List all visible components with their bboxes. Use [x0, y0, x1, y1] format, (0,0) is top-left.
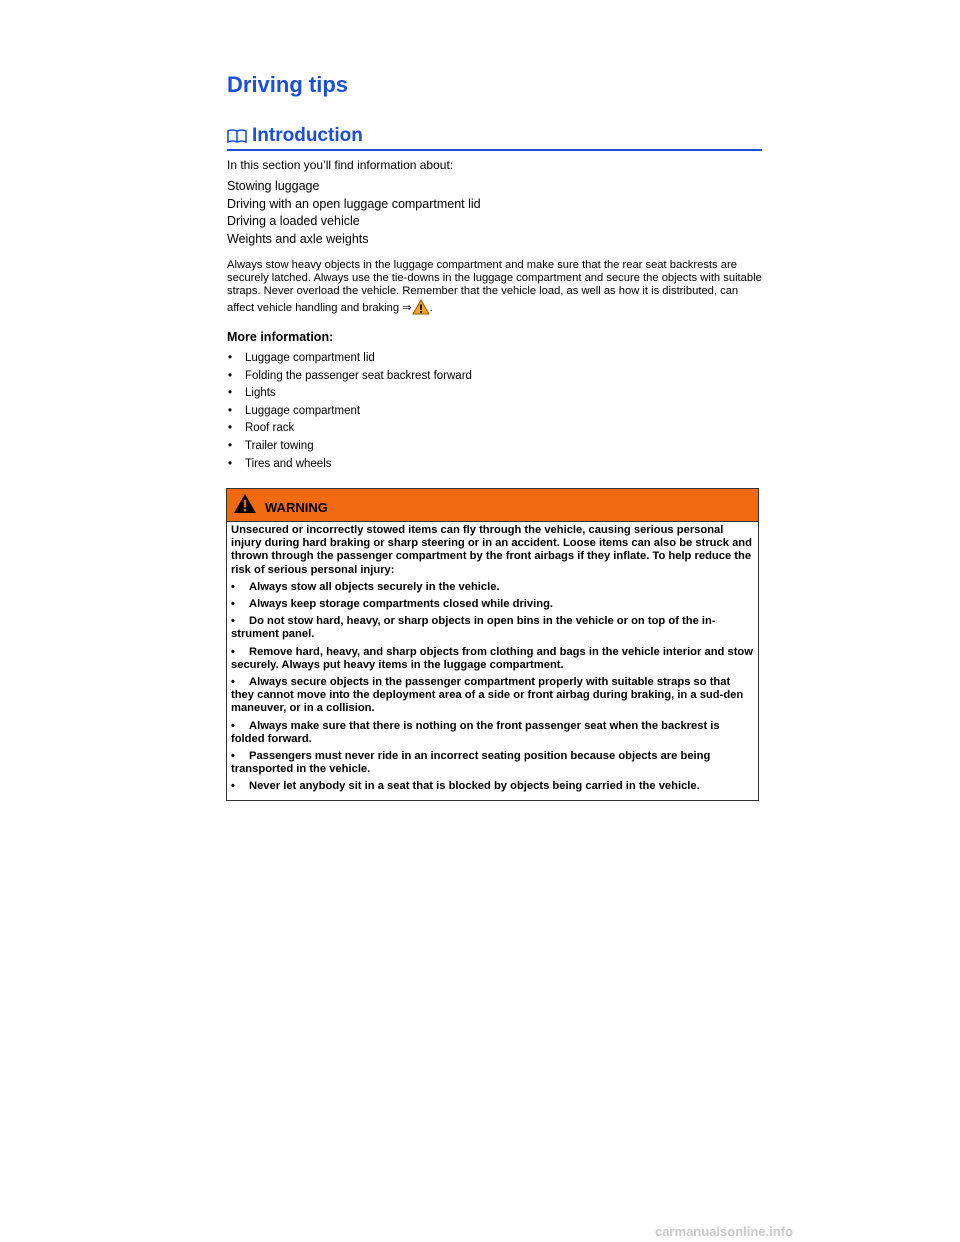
- section-title: Introduction: [252, 125, 363, 146]
- more-info-label: Roof rack: [245, 422, 295, 435]
- warning-header: [227, 489, 758, 522]
- warning-item: [231, 646, 755, 672]
- bullet: •: [228, 457, 233, 470]
- body-paragraph-end: .: [429, 301, 433, 314]
- topic-item: Weights and axle weights: [227, 231, 369, 246]
- bullet: •: [228, 352, 233, 364]
- warning-title: WARNING: [265, 499, 328, 515]
- bullet: •: [231, 676, 235, 689]
- warning-item: [231, 676, 755, 716]
- more-info-heading: More information:: [227, 330, 334, 344]
- more-info-item[interactable]: [228, 385, 472, 403]
- more-info-item[interactable]: [228, 350, 472, 368]
- page-title: Driving tips: [227, 72, 349, 97]
- warning-item: [231, 750, 755, 776]
- bullet: •: [228, 404, 233, 417]
- warning-list: [231, 581, 755, 794]
- warning-item: [231, 720, 755, 746]
- warning-item-text: Remove hard, heavy, and sharp objects from clothing and bags in the vehicle interior and stow securely. Always put heavy items in the luggage compartment.: [231, 645, 753, 671]
- warning-item-text: Passengers must never ride in an incorrect seating position because objects are being transported in the vehicle.: [231, 750, 711, 776]
- more-info-item[interactable]: [228, 438, 472, 456]
- body-paragraph: [227, 259, 762, 315]
- intro-text: In this section you’ll find information about:: [227, 158, 454, 172]
- topic-item: Driving a loaded vehicle: [227, 214, 360, 228]
- bullet: •: [231, 598, 235, 611]
- warning-item-text: Never let anybody sit in a seat that is blocked by objects being carried in the vehicle.: [249, 780, 700, 793]
- warning-box: [226, 488, 759, 801]
- warning-item: [231, 780, 755, 793]
- warning-item-text: Always stow all objects securely in the vehicle.: [249, 580, 500, 593]
- more-info-label: Tires and wheels: [245, 457, 332, 470]
- warning-item-text: Always secure objects in the passenger compartment properly with suitable straps so that they cannot move into the deployment area of a side or front airbag during braking, in a sud-den maneuver, or in a collision.: [231, 676, 744, 715]
- body-paragraph-text: Always stow heavy objects in the luggage compartment and make sure that the rear seat backrests are securely latched. Always use the tie-downs in the luggage compartment and secure the objects with suitable straps. Never overload the vehicle. Remember that the vehicle load, as well as how it is distributed, can affect vehicle handling and braking: [227, 259, 762, 314]
- warning-body: [227, 522, 758, 800]
- bullet: •: [228, 387, 233, 400]
- section-heading: [227, 125, 762, 151]
- more-info-label: Lights: [245, 387, 276, 400]
- warning-item-text: Always keep storage compartments closed while driving.: [249, 598, 554, 611]
- warning-intro: Unsecured or incorrectly stowed items can fly through the vehicle, causing serious personal injury during hard braking or sharp steering or in an accident. Loose items can also be struck and thrown through the passenger compartment by the front airbags if they inflate. To help reduce the risk of serious personal injury:: [231, 524, 752, 576]
- warning-item-text: Always make sure that there is nothing on the front passenger seat when the backrest is folded forward.: [231, 719, 720, 745]
- more-info-label: Trailer towing: [245, 439, 314, 452]
- topic-item: Driving with an open luggage compartment lid: [227, 196, 481, 211]
- bullet: •: [231, 580, 235, 593]
- warning-triangle-icon[interactable]: [412, 299, 430, 315]
- bullet: •: [228, 422, 233, 435]
- reference-arrow: ⇒: [402, 301, 412, 314]
- bullet: •: [231, 615, 235, 628]
- warning-item-text: Do not stow hard, heavy, or sharp objects in open bins in the vehicle or on top of the in-strument panel.: [231, 615, 716, 641]
- bullet: •: [228, 439, 233, 452]
- more-info-list: [228, 350, 472, 473]
- bullet: •: [228, 369, 233, 382]
- bullet: •: [231, 645, 235, 658]
- warning-item: [231, 598, 755, 611]
- topic-list: [227, 178, 481, 248]
- warning-triangle-icon: [233, 493, 257, 514]
- bullet: •: [231, 719, 235, 732]
- more-info-label: Folding the passenger seat backrest forward: [245, 369, 472, 382]
- more-info-item[interactable]: [228, 368, 472, 386]
- warning-item: [231, 615, 755, 641]
- warning-item: [231, 581, 755, 594]
- more-info-item[interactable]: [228, 403, 472, 421]
- more-info-label: Luggage compartment: [245, 404, 361, 417]
- more-info-item[interactable]: [228, 456, 472, 474]
- topic-item: Stowing luggage: [227, 179, 320, 193]
- more-info-label: Luggage compartment lid: [245, 352, 375, 364]
- more-info-item[interactable]: [228, 420, 472, 438]
- bullet: •: [231, 750, 235, 763]
- bullet: •: [231, 780, 235, 793]
- book-icon: [227, 128, 247, 144]
- watermark: carmanualsonline.info: [655, 1224, 793, 1239]
